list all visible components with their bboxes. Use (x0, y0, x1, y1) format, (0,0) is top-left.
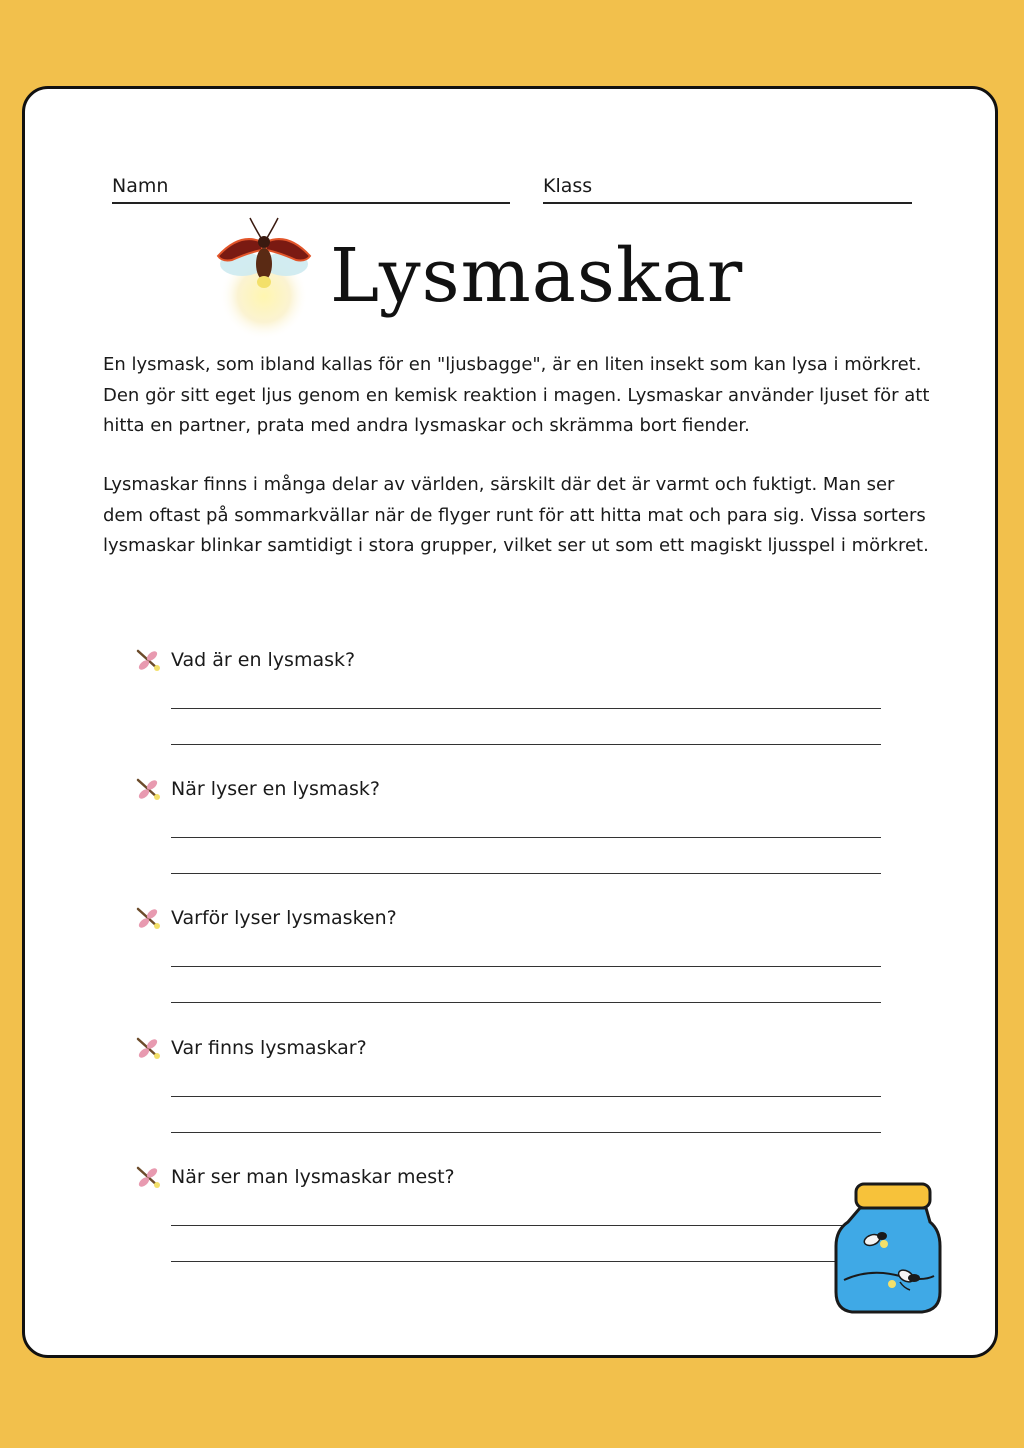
answer-line[interactable] (171, 708, 881, 709)
answer-line[interactable] (171, 1002, 881, 1003)
intro-paragraph: En lysmask, som ibland kallas för en "ljusbagge", är en liten insekt som kan lysa i mörkret. Den gör sitt eget ljus genom en kemisk reaktion i magen. Lysmaskar använder ljuset för att hitta en partner, prata med andra lysmaskar och skrämma bort fiender. (103, 354, 930, 436)
answer-line[interactable] (171, 1132, 881, 1133)
answer-line[interactable] (171, 1096, 881, 1097)
question-text: När ser man lysmaskar mest? (171, 1166, 455, 1188)
answer-line[interactable] (171, 837, 881, 838)
question-text: När lyser en lysmask? (171, 778, 380, 800)
question-text: Var finns lysmaskar? (171, 1037, 367, 1059)
firefly-icon (212, 212, 316, 342)
small-firefly-icon (134, 1164, 162, 1190)
question-item (134, 903, 894, 935)
question-text: Vad är en lysmask? (171, 649, 356, 671)
habitat-paragraph: Lysmaskar finns i många delar av världen, särskilt där det är varmt och fuktigt. Man ser dem oftast på sommarkvällar när de flyger runt för att hitta mat och para sig. Vissa sorters lysmaskar blinkar samtidigt i stora grupper, vilket ser ut som ett magiskt ljusspel i mörkret. (103, 474, 929, 556)
name-label: Namn (112, 175, 169, 197)
answer-line[interactable] (171, 1261, 881, 1262)
class-field[interactable] (543, 172, 912, 204)
question-item (134, 1162, 894, 1194)
answer-line[interactable] (171, 966, 881, 967)
small-firefly-icon (134, 776, 162, 802)
question-text: Varför lyser lysmasken? (171, 907, 397, 929)
small-firefly-icon (134, 905, 162, 931)
small-firefly-icon (134, 1035, 162, 1061)
firefly-jar-icon (830, 1180, 942, 1316)
class-label: Klass (543, 175, 593, 197)
answer-line[interactable] (171, 873, 881, 874)
question-item (134, 774, 894, 806)
answer-line[interactable] (171, 1225, 881, 1226)
name-field[interactable] (112, 172, 510, 204)
question-item (134, 645, 894, 677)
question-item (134, 1033, 894, 1065)
answer-line[interactable] (171, 744, 881, 745)
small-firefly-icon (134, 647, 162, 673)
page-title: Lysmaskar (330, 233, 744, 319)
